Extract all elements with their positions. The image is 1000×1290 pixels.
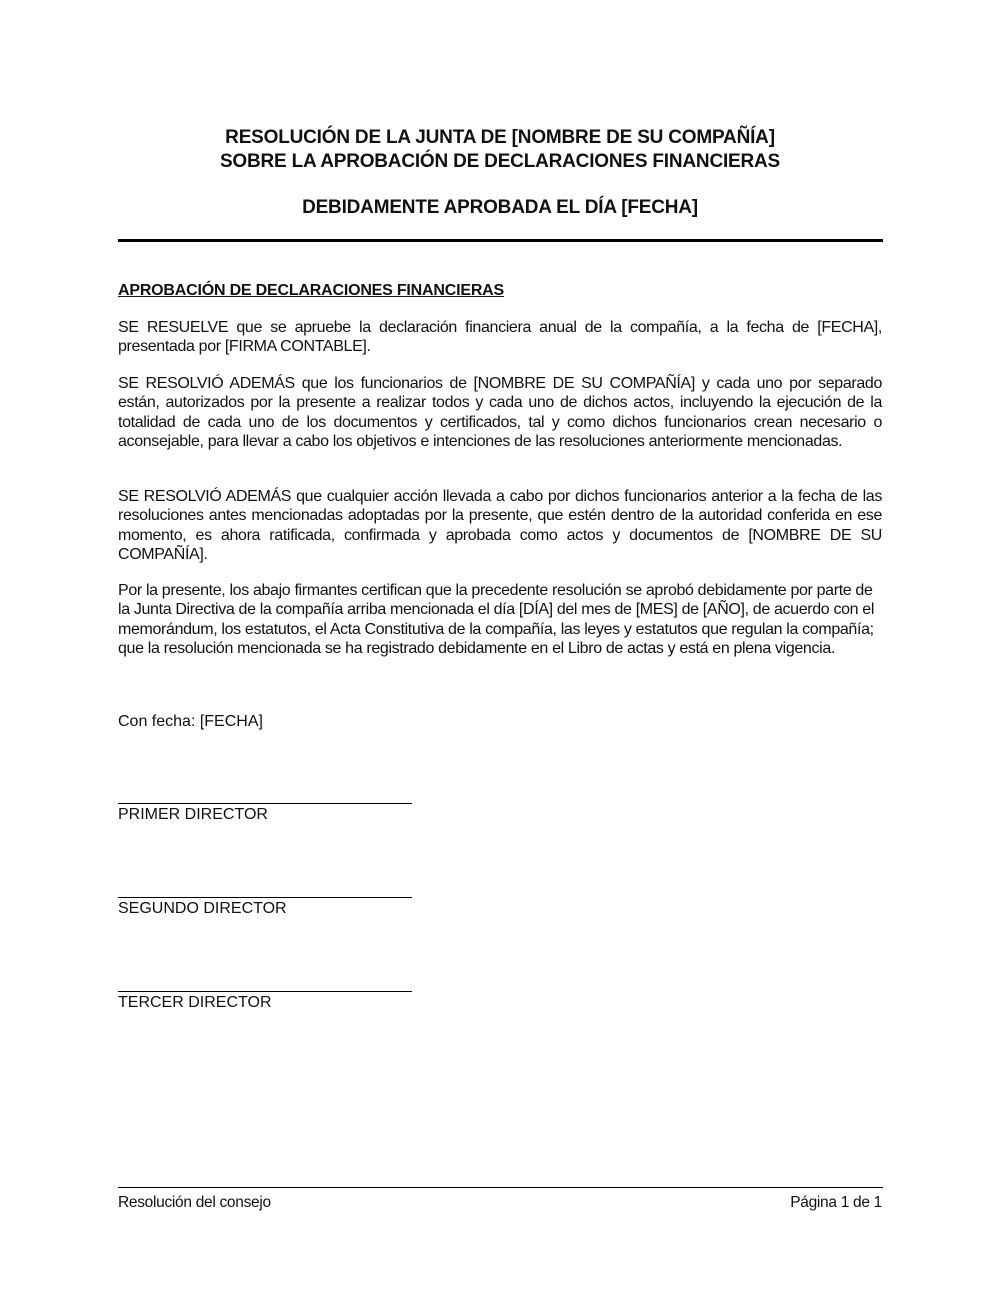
signature-label-second-director: SEGUNDO DIRECTOR: [118, 900, 287, 917]
paragraph-certification: Por la presente, los abajo firmantes certifican que la precedente resolución se aprobó debidamente por parte de la Junta Directiva de la compañía arriba mencionada el día [DÍA] del mes de [MES] de [AÑO], de acuerdo con el memorándum, los estatutos, el Acta Constitutiva de la compañía, las leyes y estatutos que regulan la compañía; que la resolución mencionada se ha registrado debidamente en el Libro de actas y está en plena vigencia.: [118, 582, 875, 658]
section-heading: APROBACIÓN DE DECLARACIONES FINANCIERAS: [118, 282, 504, 299]
footer-document-name: Resolución del consejo: [118, 1194, 271, 1211]
document-subtitle: DEBIDAMENTE APROBADA EL DÍA [FECHA]: [302, 197, 698, 218]
paragraph-resolution: SE RESUELVE que se apruebe la declaración financiera anual de la compañía, a la fecha de [FECHA], presentada por [FIRMA CONTABLE].: [118, 319, 882, 356]
signature-line-first-director: [118, 803, 412, 804]
dated-line: Con fecha: [FECHA]: [118, 713, 263, 730]
signature-line-second-director: [118, 897, 412, 898]
paragraph-officers-authorized: SE RESOLVIÓ ADEMÁS que los funcionarios de [NOMBRE DE SU COMPAÑÍA] y cada uno por separado están, autorizados por la presente a realizar todos y cada uno de dichos actos, incluyendo la ejecución de la totalidad de cada uno de los documentos y certificados, tal y como dichos funcionarios crean necesario o aconsejable, para llevar a cabo los objetivos e intenciones de las resoluciones anteriormente mencionadas.: [118, 375, 882, 451]
signature-line-third-director: [118, 991, 412, 992]
footer-page-number: Página 1 de 1: [790, 1194, 882, 1211]
document-title-line-1: RESOLUCIÓN DE LA JUNTA DE [NOMBRE DE SU COMPAÑÍA]: [225, 127, 775, 148]
signature-label-first-director: PRIMER DIRECTOR: [118, 806, 268, 823]
paragraph-ratification: SE RESOLVIÓ ADEMÁS que cualquier acción llevada a cabo por dichos funcionarios anterior a la fecha de las resoluciones antes mencionadas adoptadas por la presente, que estén dentro de la autoridad conferida en ese momento, es ahora ratificada, confirmada y aprobada como actos y documentos de [NOMBRE DE SU COMPAÑÍA].: [118, 488, 882, 564]
header-divider: [118, 239, 883, 242]
signature-label-third-director: TERCER DIRECTOR: [118, 994, 272, 1011]
document-title-line-2: SOBRE LA APROBACIÓN DE DECLARACIONES FINANCIERAS: [219, 151, 781, 172]
footer-divider: [118, 1187, 883, 1188]
